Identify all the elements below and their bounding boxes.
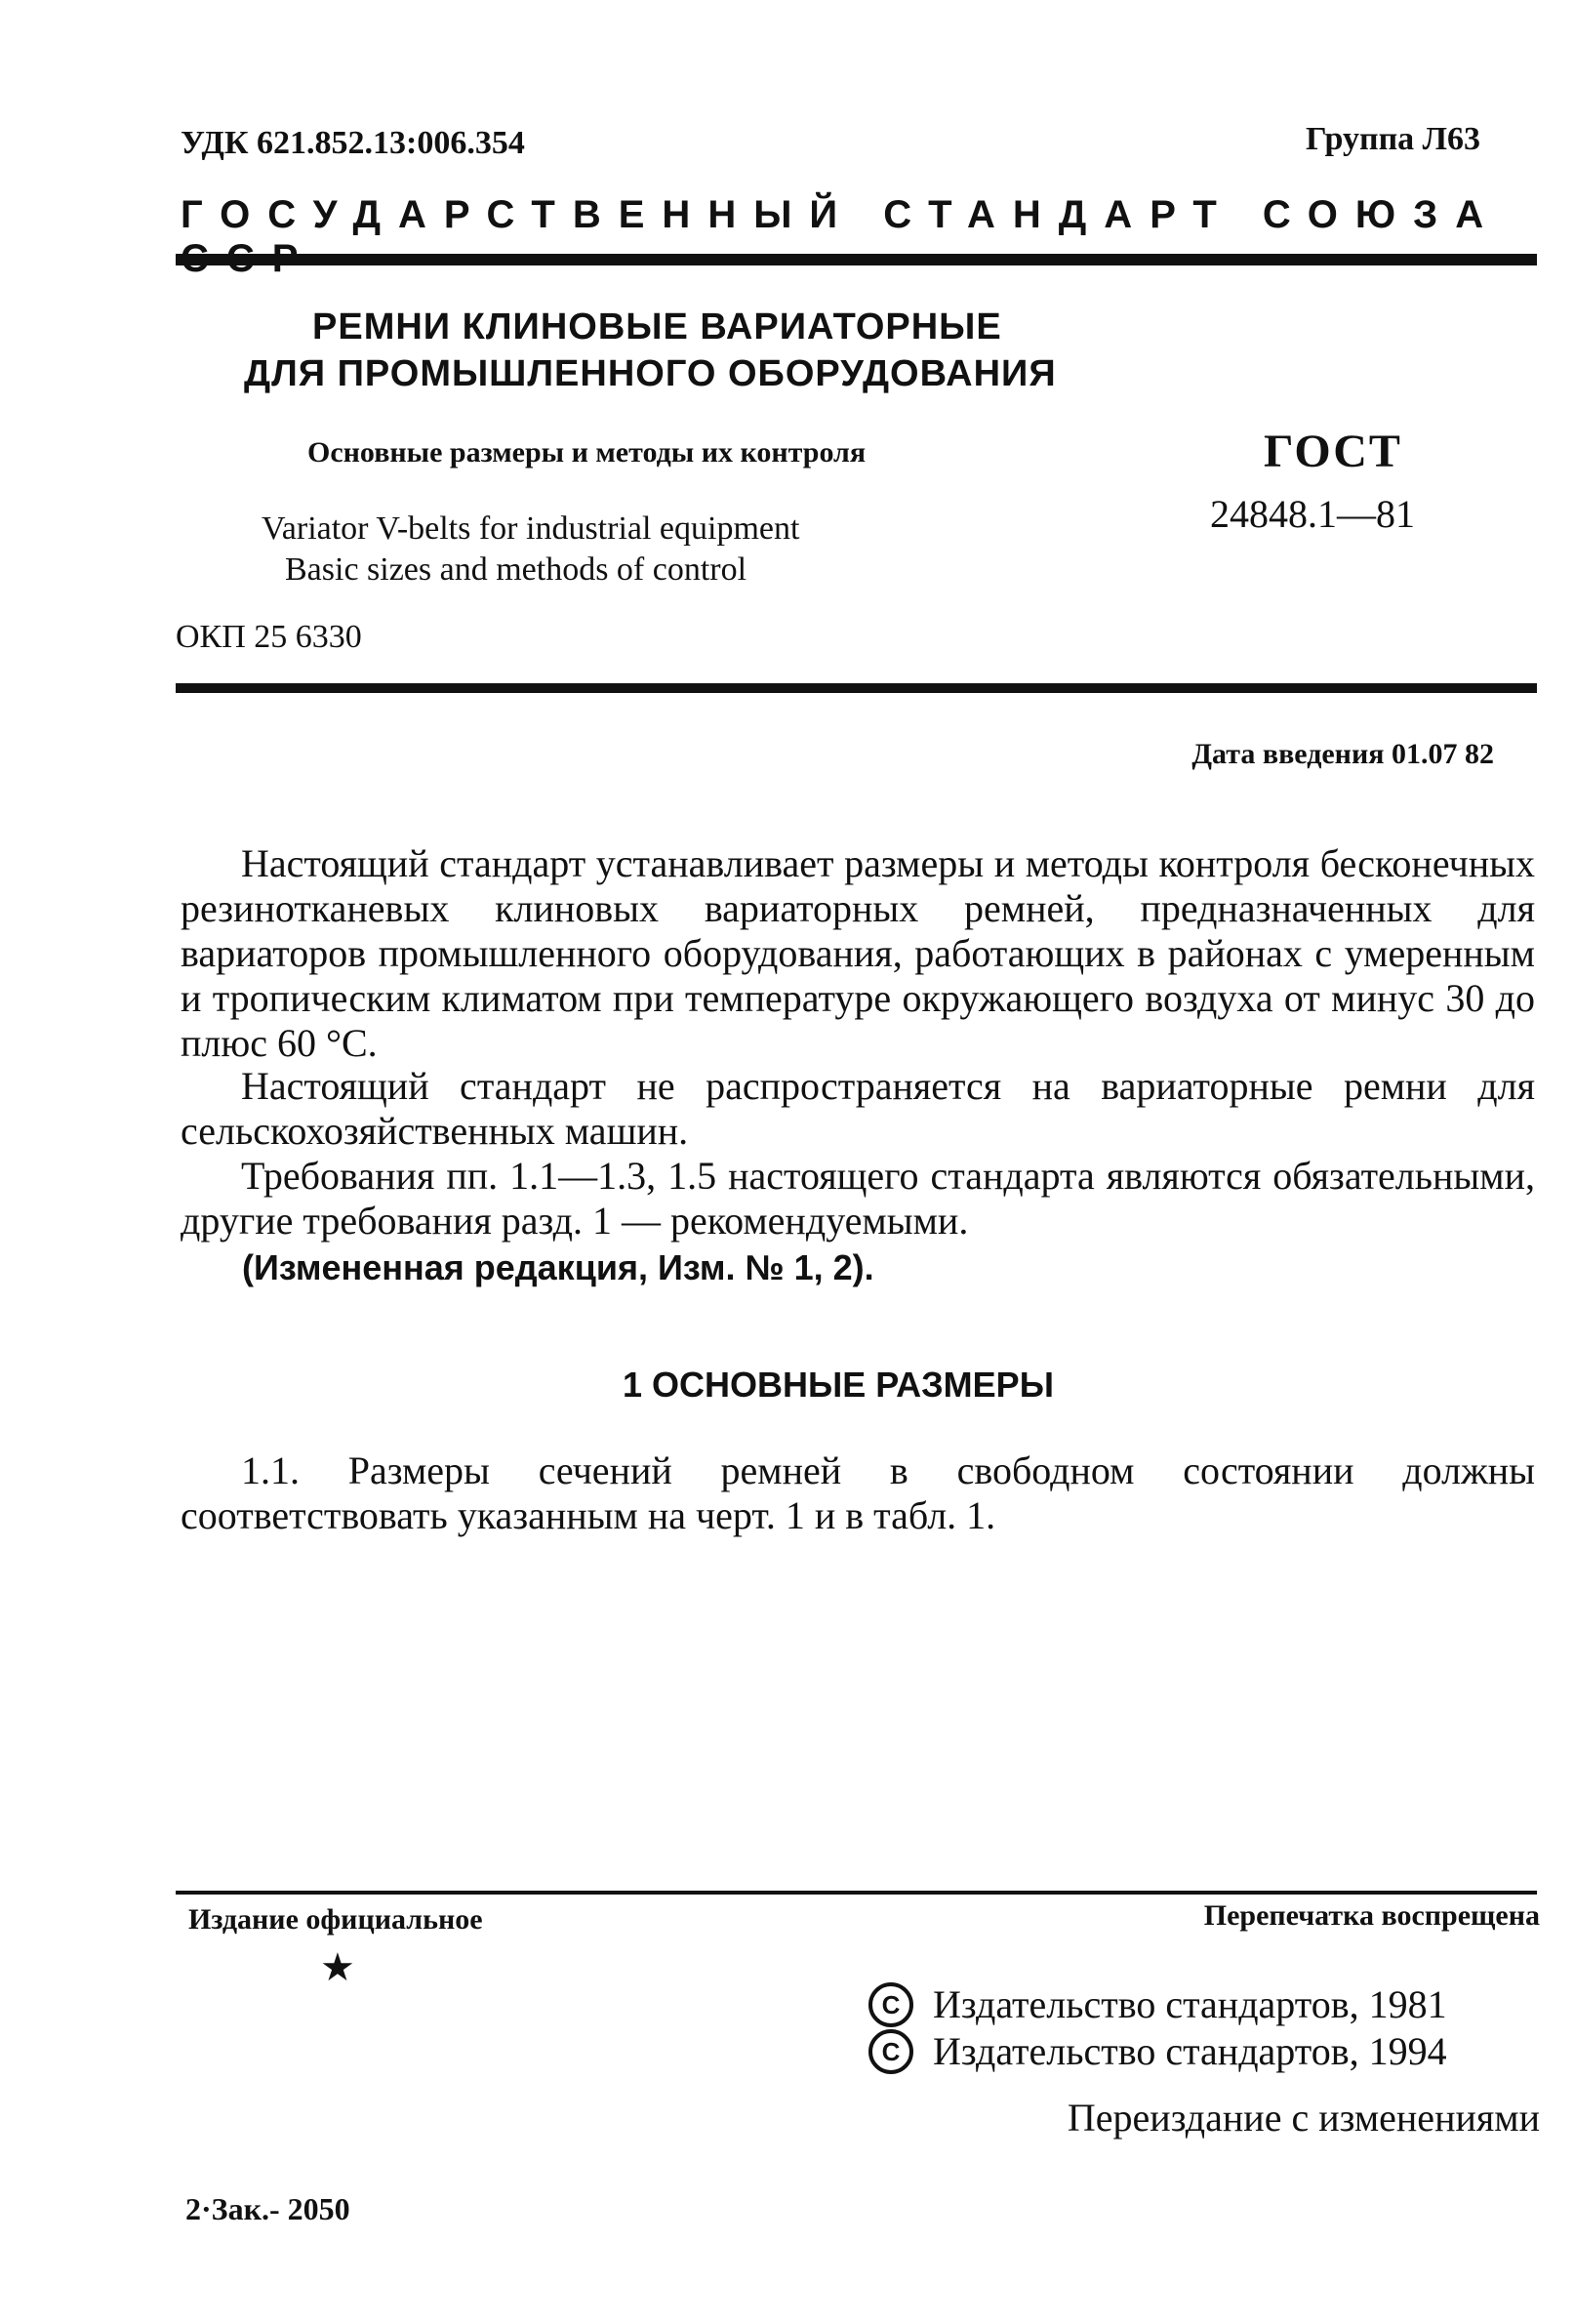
copyright-line-1 (868, 1981, 1447, 2027)
udk-code: УДК 621.852.13:006.354 (181, 125, 525, 161)
copyright-line-2 (868, 2028, 1447, 2074)
exclusion-paragraph: Настоящий стандарт не распространяется на вариаторные ремни для сельскохозяйственных машин. (181, 1064, 1535, 1153)
middle-divider (176, 683, 1537, 693)
scope-paragraph: Настоящий стандарт устанавливает размеры и методы контроля бесконечных резинотканевых клиновых вариаторных ремней, предназначенных для вариаторов промышленного оборудования, работающих в районах с умеренным и тропическим климатом при температуре окружающего воздуха от минус 30 до плюс 60 °С. (181, 841, 1535, 1065)
reprint-prohibited-label: Перепечатка воспрещена (1203, 1899, 1540, 1932)
amendment-note: (Измененная редакция, Изм. № 1, 2). (242, 1247, 874, 1287)
english-title-line-2: Basic sizes and methods of control (285, 551, 747, 588)
copyright-text-2: Издательство стандартов, 1994 (933, 2029, 1447, 2073)
order-number: 2·Зак.- 2050 (185, 2191, 350, 2226)
top-divider (176, 254, 1537, 265)
copyright-icon: C (868, 2029, 913, 2074)
copyright-icon: C (868, 1982, 913, 2027)
group-code: Группа Л63 (1306, 121, 1480, 157)
star-icon: ★ (320, 1945, 355, 1989)
reissue-note: Переиздание с изменениями (1067, 2096, 1540, 2140)
section-heading: 1 ОСНОВНЫЕ РАЗМЕРЫ (623, 1365, 1054, 1405)
document-title-line-1: РЕМНИ КЛИНОВЫЕ ВАРИАТОРНЫЕ (312, 306, 1002, 347)
introduction-date: Дата введения 01.07 82 (1191, 738, 1494, 770)
document-title-line-2: ДЛЯ ПРОМЫШЛЕННОГО ОБОРУДОВАНИЯ (244, 353, 1057, 394)
copyright-text-1: Издательство стандартов, 1981 (933, 1982, 1447, 2026)
gost-label: ГОСТ (1264, 426, 1402, 477)
state-standard-heading: ГОСУДАРСТВЕННЫЙ СТАНДАРТ СОЮЗА (181, 193, 1502, 236)
document-subtitle: Основные размеры и методы их контроля (307, 436, 867, 469)
official-edition-label: Издание официальное (188, 1903, 483, 1936)
okp-code: ОКП 25 6330 (176, 619, 362, 655)
clause-1-1: 1.1. Размеры сечений ремней в свободном состоянии должны соответствовать указанным на черт. 1 и в табл. 1. (181, 1448, 1535, 1537)
requirements-paragraph: Требования пп. 1.1—1.3, 1.5 настоящего стандарта являются обязательными, другие требования разд. 1 — рекомендуемыми. (181, 1154, 1535, 1243)
footer-divider (176, 1891, 1537, 1895)
gost-number: 24848.1—81 (1210, 492, 1415, 536)
english-title-line-1: Variator V-belts for industrial equipment (262, 510, 800, 547)
